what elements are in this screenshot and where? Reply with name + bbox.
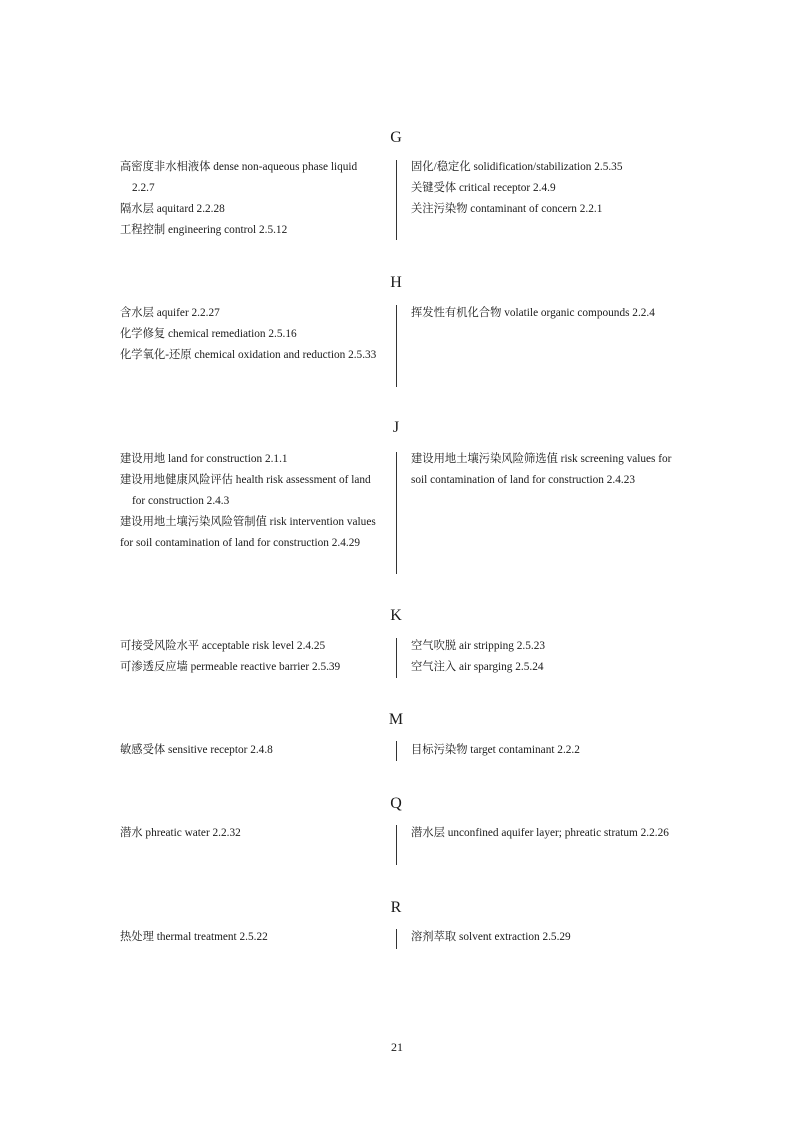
- index-entry: 挥发性有机化合物 volatile organic compounds 2.2.4: [411, 307, 655, 319]
- section-letter: R: [390, 899, 402, 916]
- column-divider: [396, 741, 397, 761]
- index-entry: 化学氧化-还原 chemical oxidation and reduction 2.5.33: [120, 349, 377, 361]
- index-entry: 溶剂萃取 solvent extraction 2.5.29: [411, 931, 571, 943]
- section-letter: G: [390, 129, 402, 146]
- index-entry: 热处理 thermal treatment 2.5.22: [120, 931, 268, 943]
- index-entry: 敏感受体 sensitive receptor 2.4.8: [120, 744, 273, 756]
- index-entry: 工程控制 engineering control 2.5.12: [120, 224, 288, 236]
- left-column: [120, 449, 382, 554]
- section-letter: Q: [390, 795, 402, 812]
- section-letter: K: [390, 607, 402, 624]
- index-entry: 高密度非水相液体 dense non-aqueous phase liquid 2.2.7: [120, 161, 358, 194]
- index-entry: 空气注入 air sparging 2.5.24: [411, 661, 544, 673]
- column-divider: [396, 452, 397, 574]
- index-entry: 可接受风险水平 acceptable risk level 2.4.25: [120, 640, 326, 652]
- index-entry: 隔水层 aquitard 2.2.28: [120, 203, 225, 215]
- right-column: [411, 740, 686, 761]
- left-column: [120, 927, 382, 948]
- index-entry: 可渗透反应墙 permeable reactive barrier 2.5.39: [120, 661, 341, 673]
- left-column: [120, 823, 382, 844]
- left-column: [120, 157, 382, 241]
- column-divider: [396, 638, 397, 678]
- right-column: [411, 157, 686, 220]
- index-entry: 潜水层 unconfined aquifer layer; phreatic stratum 2.2.26: [411, 827, 669, 839]
- column-divider: [396, 305, 397, 387]
- column-divider: [396, 825, 397, 865]
- column-divider: [396, 160, 397, 240]
- right-column: [411, 927, 686, 948]
- page-number: 21: [391, 1040, 403, 1054]
- left-column: [120, 636, 382, 678]
- index-entry: 建设用地土壤污染风险筛选值 risk screening values for soil contamination of land for construction 2.4.23: [411, 453, 672, 486]
- left-column: [120, 740, 382, 761]
- index-entry: 固化/稳定化 solidification/stabilization 2.5.35: [411, 161, 623, 173]
- index-entry: 潜水 phreatic water 2.2.32: [120, 827, 241, 839]
- index-entry: 目标污染物 target contaminant 2.2.2: [411, 744, 580, 756]
- index-entry: 建设用地土壤污染风险管制值 risk intervention values for soil contamination of land for construction 2.4.29: [120, 516, 376, 549]
- section-letter: J: [392, 419, 400, 436]
- section-letter: M: [388, 711, 404, 728]
- index-entry: 建设用地健康风险评估 health risk assessment of land for construction 2.4.3: [120, 474, 371, 507]
- index-entry: 关键受体 critical receptor 2.4.9: [411, 182, 556, 194]
- index-entry: 建设用地 land for construction 2.1.1: [120, 453, 288, 465]
- index-entry: 空气吹脱 air stripping 2.5.23: [411, 640, 545, 652]
- index-entry: 含水层 aquifer 2.2.27: [120, 307, 220, 319]
- left-column: [120, 303, 382, 366]
- right-column: [411, 636, 686, 678]
- right-column: [411, 823, 686, 844]
- index-entry: 关注污染物 contaminant of concern 2.2.1: [411, 203, 603, 215]
- right-column: [411, 303, 686, 324]
- section-letter: H: [390, 274, 402, 291]
- column-divider: [396, 929, 397, 949]
- index-entry: 化学修复 chemical remediation 2.5.16: [120, 328, 297, 340]
- right-column: [411, 449, 686, 491]
